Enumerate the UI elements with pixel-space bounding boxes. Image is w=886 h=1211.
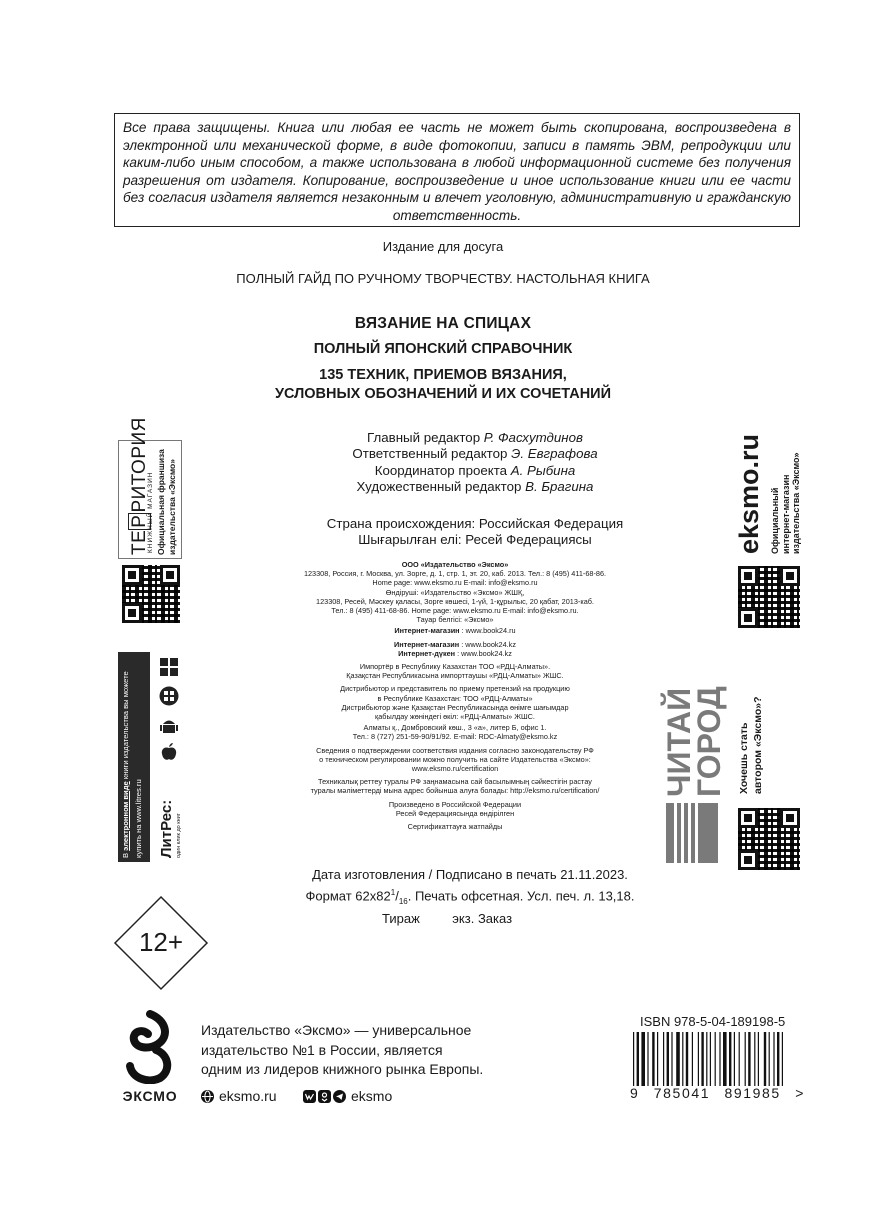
barcode-bar xyxy=(641,1032,645,1086)
barcode-bar xyxy=(676,1032,680,1086)
barcode-bar xyxy=(667,1032,669,1086)
litres-vert-line1: В электронном виде книги издательства вы можете xyxy=(121,671,130,858)
book-subtitle: ПОЛНЫЙ ЯПОНСКИЙ СПРАВОЧНИК xyxy=(313,341,573,357)
eksmo-shop-caption: Официальный интернет-магазин издательства «Эксмо» xyxy=(770,452,801,554)
barcode-bar xyxy=(715,1032,716,1086)
windows-phone-icon xyxy=(159,686,179,706)
litres-brand: ЛитРес: xyxy=(158,799,175,858)
age-rating-badge xyxy=(113,895,209,991)
site-link[interactable]: eksmo.ru xyxy=(201,1088,277,1104)
barcode-bar xyxy=(719,1032,720,1086)
barcode-bar xyxy=(764,1032,766,1086)
become-author-text: Хочешь стать автором «Эксмо»? xyxy=(738,696,764,794)
eksmo-shop-banner[interactable] xyxy=(734,433,804,555)
barcode-bar xyxy=(652,1032,654,1086)
windows-icon xyxy=(160,658,178,676)
isbn: ISBN 978-5-04-189198-5 xyxy=(640,1014,786,1029)
barcode-digits: 9 785041 891985 > xyxy=(630,1085,805,1101)
vk-icon xyxy=(303,1090,316,1103)
barcode-bar xyxy=(710,1032,711,1086)
credit-line: Координатор проекта А. Рыбина xyxy=(374,462,576,478)
author-qr-code[interactable] xyxy=(738,808,800,870)
barcode-bar xyxy=(754,1032,755,1086)
litres-vert-line2: купить на www.litres.ru xyxy=(134,779,143,858)
barcode-bar xyxy=(686,1032,688,1086)
barcode-bar xyxy=(745,1032,746,1086)
barcode-bar xyxy=(739,1032,740,1086)
barcode-bar xyxy=(647,1032,648,1086)
eksmo-logo-text: ЭКСМО xyxy=(122,1088,178,1104)
credit-line: Художественный редактор В. Брагина xyxy=(356,479,594,495)
territory-banner[interactable] xyxy=(118,417,182,559)
rights-notice: Все права защищены. Книга или любая ее часть не может быть скопирована, воспроизведена в электронной или механической форме, в виде фотокопии, записи в память ЭВМ, репродукции или каким-либо иным способом, а также использована в любой информационной системе без получения разрешения от издателя. Копирование, воспроизведение и иное использование книги или ее части без согласия издателя является незаконным и влечет уголовную, административную и гражданскую ответственность. xyxy=(114,113,800,227)
apple-icon xyxy=(160,742,178,762)
barcode-bar xyxy=(748,1032,750,1086)
origin-ru: Страна происхождения: Российская Федерация xyxy=(326,516,624,531)
chitai-gorod-text: ЧИТАЙ ГОРОД xyxy=(661,686,727,797)
origin-kz: Шығарылған елі: Ресей Федерациясы xyxy=(358,532,592,548)
globe-icon xyxy=(201,1090,214,1103)
barcode-bar xyxy=(657,1032,658,1086)
ok-icon xyxy=(318,1090,331,1103)
social-link[interactable]: eksmo xyxy=(303,1088,392,1104)
barcode-bar xyxy=(663,1032,664,1086)
series-title: ПОЛНЫЙ ГАЙД ПО РУЧНОМУ ТВОРЧЕСТВУ. НАСТОЛЬНАЯ КНИГА xyxy=(236,271,650,286)
credit-line: Главный редактор Р. Фасхутдинов xyxy=(367,430,583,445)
credits xyxy=(240,430,710,496)
book-subtitle-2a: 135 ТЕХНИК, ПРИЕМОВ ВЯЗАНИЯ, xyxy=(319,367,567,383)
barcode-bar xyxy=(777,1032,779,1086)
barcode-bar xyxy=(769,1032,770,1086)
origin xyxy=(240,516,710,549)
barcode-bar xyxy=(637,1032,639,1086)
print-info xyxy=(240,866,700,927)
chitai-gorod-logo[interactable] xyxy=(661,685,727,865)
litres-bar[interactable] xyxy=(118,652,150,862)
litres-logo-block xyxy=(152,652,186,862)
territory-qr-code[interactable] xyxy=(122,565,180,623)
barcode-bar xyxy=(729,1032,731,1086)
book-title: ВЯЗАНИЕ НА СПИЦАХ xyxy=(354,315,532,332)
barcode-bar xyxy=(734,1032,735,1086)
print-run: Тираж экз. Заказ xyxy=(382,910,513,926)
eksmo-shop-site: eksmo.ru xyxy=(734,433,764,554)
litres-brand-sub: один клик до книг xyxy=(176,813,182,858)
format-line: Формат $62x82^1/_{16}$. Печать офсетная. Усл. печ. л. 13,18. xyxy=(305,887,635,906)
barcode-bar xyxy=(773,1032,774,1086)
barcode-bar xyxy=(701,1032,703,1086)
territory-brand: ТЕРРИТОРИЯ xyxy=(129,417,150,555)
publisher-block: ООО «Издательство «Эксмо» 123308, Россия, г. Москва, ул. Зорге, д. 1, стр. 1, эт. 20, каб. 2013. Тел.: 8 (495) 411-68-86. Home page: www.eksmo.ru E-mail: info@eksmo.ru Өндіруші: «Издательство «Эксмо» ЖШҚ, 123308, Ресей, Мәскеу қаласы, Зорге көшесі, 1-үй, 1-құрылыс, 20 қабат, 2013-каб. Тел.: 8 (495) 411-68-86. Home page: www.eksmo.ru E-mail: info@eksmo.ru. Тауар белгісі: «Эксмо» Интернет-магазин : www.book24.ru Интернет-магазин : www.book24.kz Интернет-дүкен : www.book24.kz Импортёр в Республику Казахстан ТОО «РДЦ-Алматы». Қазақстан Республикасына импорттаушы «РДЦ-Алматы» ЖШС. Дистрибьютор и представитель по приему претензий на продукцию в Республике Казахстан: ТОО «РДЦ-Алматы» Дистрибьютор және Қазақстан Республикасында өнімге шағымдар қабылдау жөніндегі өкіл: «РДЦ-Алматы» ЖШС. Алматы қ., Домбровский көш., 3 «а», литер Б, офис 1. Тел.: 8 (727) 251-59-90/91/92. E-mail: RDC-Almaty@eksmo.kz Сведения о подтверждении соответствия издания согласно законодательству РФ о техническом регулировании можно получить на сайте Издательства «Эксмо»: www.eksmo.ru/certification Техникалық реттеу туралы РФ заңнамасына сай басылымның сәйкестігін растау туралы мәліметтерді мына адрес бойынша алуға болады: http://eksmo.ru/certification/ Произведено в Российской Федерации Ресей Федерациясында өндірілген Сертификаттауға жатпайды xyxy=(303,560,607,832)
eksmo-shop-qr-code[interactable] xyxy=(738,566,800,628)
barcode-bar xyxy=(698,1032,699,1086)
age-rating: 12+ xyxy=(138,927,184,957)
barcode-bar xyxy=(682,1032,683,1086)
book-subtitle-2b: УСЛОВНЫХ ОБОЗНАЧЕНИЙ И ИХ СОЧЕТАНИЙ xyxy=(274,386,612,402)
chitai-gorod-stripes-icon xyxy=(666,803,718,863)
print-date: Дата изготовления / Подписано в печать 21.11.2023. xyxy=(312,867,628,882)
android-icon xyxy=(160,716,178,736)
territory-line2: издательства «Эксмо» xyxy=(167,459,177,555)
barcode-bar xyxy=(633,1032,634,1086)
barcode xyxy=(631,1032,789,1086)
barcode-bar xyxy=(782,1032,783,1086)
barcode-bar xyxy=(692,1032,693,1086)
barcode-bar xyxy=(723,1032,727,1086)
become-author-promo[interactable] xyxy=(733,688,803,798)
edition-type: Издание для досуга xyxy=(382,239,504,254)
territory-tag: КНИЖНЫЙ МАГАЗИН xyxy=(147,471,154,553)
barcode-bar xyxy=(706,1032,707,1086)
about-publisher: Издательство «Эксмо» — универсальное издательство №1 в России, является одним из лидеров книжного рынка Европы. xyxy=(201,1022,484,1077)
telegram-icon xyxy=(333,1090,346,1103)
barcode-bar xyxy=(758,1032,759,1086)
barcode-bar xyxy=(671,1032,672,1086)
credit-line: Ответственный редактор Э. Евграфова xyxy=(352,446,598,462)
eksmo-logo-icon xyxy=(120,1010,184,1084)
territory-line1: Официальная франшиза xyxy=(156,449,166,555)
